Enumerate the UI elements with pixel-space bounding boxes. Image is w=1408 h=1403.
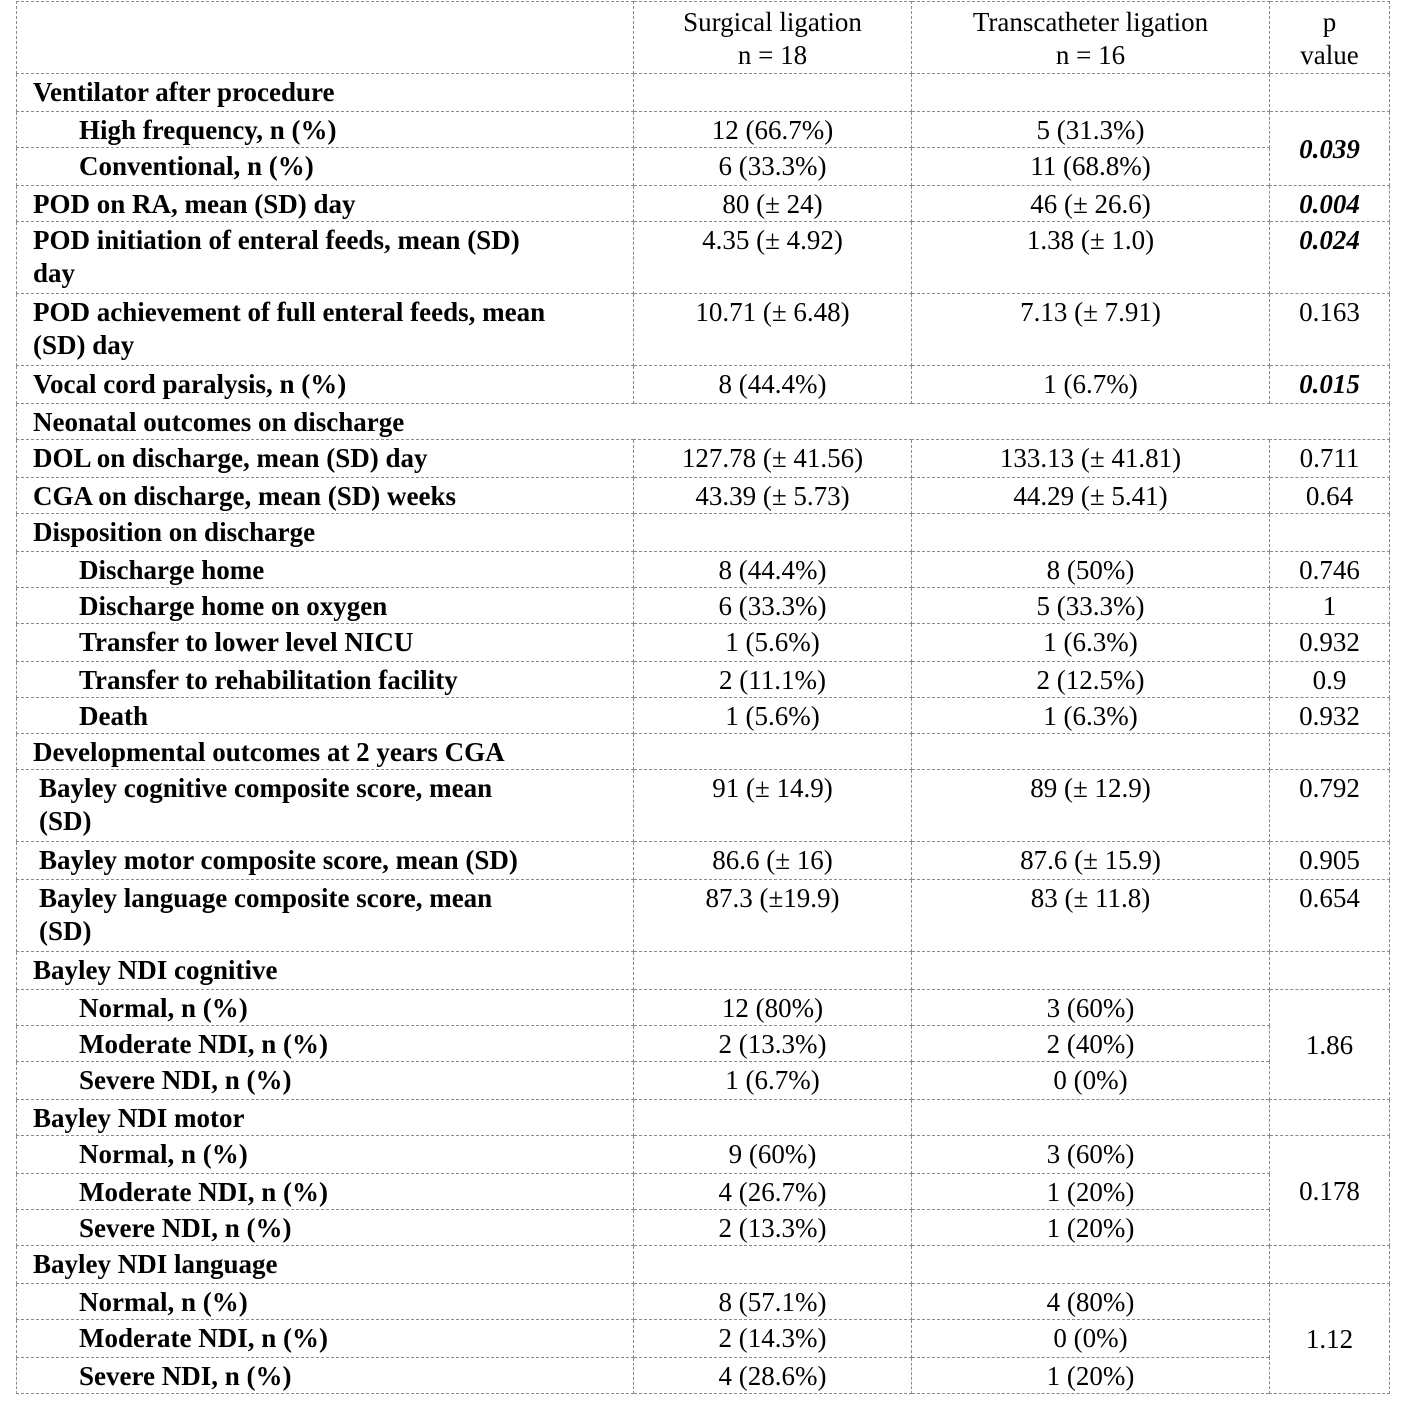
p-value: 1.86 bbox=[1270, 990, 1390, 1100]
empty-cell bbox=[912, 1246, 1270, 1284]
section-label: Neonatal outcomes on discharge bbox=[17, 404, 1390, 440]
transcatheter-value: 1.38 (± 1.0) bbox=[912, 222, 1270, 294]
surgical-value: 80 (± 24) bbox=[634, 186, 912, 222]
section-row-ndi-motor bbox=[17, 1100, 1390, 1136]
p-value: 0.64 bbox=[1270, 478, 1390, 514]
section-row-disposition bbox=[17, 514, 1390, 552]
surgical-value: 4 (28.6%) bbox=[634, 1358, 912, 1394]
table-row bbox=[17, 1174, 1390, 1210]
header-empty-cell bbox=[17, 2, 634, 74]
transcatheter-value: 133.13 (± 41.81) bbox=[912, 440, 1270, 478]
transcatheter-value: 44.29 (± 5.41) bbox=[912, 478, 1270, 514]
section-row-ndi-cognitive bbox=[17, 952, 1390, 990]
table-row bbox=[17, 1026, 1390, 1062]
transcatheter-value: 1 (20%) bbox=[912, 1210, 1270, 1246]
row-label: POD on RA, mean (SD) day bbox=[17, 186, 634, 222]
row-label: Bayley motor composite score, mean (SD) bbox=[17, 842, 634, 880]
section-row-neonatal bbox=[17, 404, 1390, 440]
row-label: Death bbox=[17, 698, 634, 734]
surgical-value: 91 (± 14.9) bbox=[634, 770, 912, 842]
surgical-value: 86.6 (± 16) bbox=[634, 842, 912, 880]
section-label: Bayley NDI motor bbox=[17, 1100, 634, 1136]
section-label: Disposition on discharge bbox=[17, 514, 634, 552]
p-value: 0.039 bbox=[1270, 112, 1390, 186]
transcatheter-value: 2 (12.5%) bbox=[912, 662, 1270, 698]
section-label: Bayley NDI cognitive bbox=[17, 952, 634, 990]
table-row bbox=[17, 588, 1390, 624]
row-label: Transfer to lower level NICU bbox=[17, 624, 634, 662]
surgical-value: 1 (5.6%) bbox=[634, 698, 912, 734]
empty-cell bbox=[1270, 1100, 1390, 1136]
section-row-developmental bbox=[17, 734, 1390, 770]
empty-cell bbox=[634, 734, 912, 770]
table-row bbox=[17, 552, 1390, 588]
empty-cell bbox=[1270, 952, 1390, 990]
section-label: Ventilator after procedure bbox=[17, 74, 634, 112]
empty-cell bbox=[912, 514, 1270, 552]
surgical-value: 9 (60%) bbox=[634, 1136, 912, 1174]
transcatheter-value: 83 (± 11.8) bbox=[912, 880, 1270, 952]
p-value: 0.178 bbox=[1270, 1136, 1390, 1246]
transcatheter-value: 3 (60%) bbox=[912, 1136, 1270, 1174]
empty-cell bbox=[1270, 74, 1390, 112]
row-label: High frequency, n (%) bbox=[17, 112, 634, 148]
table-row bbox=[17, 294, 1390, 366]
table-row bbox=[17, 624, 1390, 662]
row-label: Normal, n (%) bbox=[17, 1284, 634, 1320]
row-label bbox=[17, 222, 634, 294]
transcatheter-value: 4 (80%) bbox=[912, 1284, 1270, 1320]
table-row bbox=[17, 186, 1390, 222]
row-label-line1: POD achievement of full enteral feeds, mean bbox=[33, 297, 546, 327]
transcatheter-value: 1 (20%) bbox=[912, 1174, 1270, 1210]
transcatheter-value: 2 (40%) bbox=[912, 1026, 1270, 1062]
p-value: 0.9 bbox=[1270, 662, 1390, 698]
surgical-value: 127.78 (± 41.56) bbox=[634, 440, 912, 478]
transcatheter-value: 1 (6.7%) bbox=[912, 366, 1270, 404]
p-value: 0.746 bbox=[1270, 552, 1390, 588]
section-row-ventilator bbox=[17, 74, 1390, 112]
p-value: 0.015 bbox=[1270, 366, 1390, 404]
empty-cell bbox=[912, 74, 1270, 112]
transcatheter-value: 8 (50%) bbox=[912, 552, 1270, 588]
p-value: 1 bbox=[1270, 588, 1390, 624]
section-label: Developmental outcomes at 2 years CGA bbox=[17, 734, 634, 770]
empty-cell bbox=[634, 1100, 912, 1136]
row-label: CGA on discharge, mean (SD) weeks bbox=[17, 478, 634, 514]
table-row bbox=[17, 478, 1390, 514]
table-row bbox=[17, 1210, 1390, 1246]
header-p-value bbox=[1270, 2, 1390, 74]
header-transcatheter bbox=[912, 2, 1270, 74]
transcatheter-value: 5 (33.3%) bbox=[912, 588, 1270, 624]
row-label: Severe NDI, n (%) bbox=[17, 1358, 634, 1394]
empty-cell bbox=[912, 952, 1270, 990]
transcatheter-value: 0 (0%) bbox=[912, 1062, 1270, 1100]
surgical-value: 2 (11.1%) bbox=[634, 662, 912, 698]
transcatheter-value: 1 (20%) bbox=[912, 1358, 1270, 1394]
transcatheter-value: 46 (± 26.6) bbox=[912, 186, 1270, 222]
row-label: Normal, n (%) bbox=[17, 1136, 634, 1174]
surgical-value: 43.39 (± 5.73) bbox=[634, 478, 912, 514]
table-row bbox=[17, 698, 1390, 734]
empty-cell bbox=[634, 514, 912, 552]
row-label-line2: day bbox=[33, 258, 76, 288]
p-value: 0.654 bbox=[1270, 880, 1390, 952]
surgical-value: 8 (44.4%) bbox=[634, 366, 912, 404]
header-surgical bbox=[634, 2, 912, 74]
row-label-line1: POD initiation of enteral feeds, mean (SD) bbox=[33, 225, 520, 255]
surgical-value: 12 (80%) bbox=[634, 990, 912, 1026]
transcatheter-value: 87.6 (± 15.9) bbox=[912, 842, 1270, 880]
empty-cell bbox=[634, 952, 912, 990]
surgical-value: 1 (5.6%) bbox=[634, 624, 912, 662]
table-row bbox=[17, 366, 1390, 404]
row-label: Normal, n (%) bbox=[17, 990, 634, 1026]
table-row bbox=[17, 112, 1390, 148]
table-row bbox=[17, 880, 1390, 952]
transcatheter-value: 5 (31.3%) bbox=[912, 112, 1270, 148]
row-label-line2: (SD) bbox=[39, 916, 92, 946]
table-row bbox=[17, 770, 1390, 842]
empty-cell bbox=[1270, 1246, 1390, 1284]
row-label: Severe NDI, n (%) bbox=[17, 1062, 634, 1100]
table-row bbox=[17, 1284, 1390, 1320]
table-row bbox=[17, 440, 1390, 478]
row-label-line2: (SD) bbox=[39, 806, 92, 836]
surgical-value: 6 (33.3%) bbox=[634, 588, 912, 624]
row-label bbox=[17, 294, 634, 366]
surgical-value: 2 (14.3%) bbox=[634, 1320, 912, 1358]
p-value: 0.932 bbox=[1270, 698, 1390, 734]
row-label: Conventional, n (%) bbox=[17, 148, 634, 186]
header-surgical-title: Surgical ligation bbox=[683, 7, 862, 37]
row-label: DOL on discharge, mean (SD) day bbox=[17, 440, 634, 478]
transcatheter-value: 3 (60%) bbox=[912, 990, 1270, 1026]
empty-cell bbox=[634, 74, 912, 112]
surgical-value: 12 (66.7%) bbox=[634, 112, 912, 148]
empty-cell bbox=[1270, 734, 1390, 770]
transcatheter-value: 89 (± 12.9) bbox=[912, 770, 1270, 842]
table-row bbox=[17, 842, 1390, 880]
transcatheter-value: 1 (6.3%) bbox=[912, 624, 1270, 662]
table-row bbox=[17, 990, 1390, 1026]
row-label: Discharge home bbox=[17, 552, 634, 588]
row-label: Vocal cord paralysis, n (%) bbox=[17, 366, 634, 404]
row-label bbox=[17, 770, 634, 842]
header-transcatheter-title: Transcatheter ligation bbox=[972, 7, 1209, 37]
transcatheter-value: 7.13 (± 7.91) bbox=[912, 294, 1270, 366]
surgical-value: 2 (13.3%) bbox=[634, 1210, 912, 1246]
row-label: Transfer to rehabilitation facility bbox=[17, 662, 634, 698]
transcatheter-value: 0 (0%) bbox=[912, 1320, 1270, 1358]
surgical-value: 87.3 (±19.9) bbox=[634, 880, 912, 952]
table-row bbox=[17, 222, 1390, 294]
transcatheter-value: 11 (68.8%) bbox=[912, 148, 1270, 186]
p-value: 1.12 bbox=[1270, 1284, 1390, 1394]
p-value: 0.004 bbox=[1270, 186, 1390, 222]
p-value: 0.711 bbox=[1270, 440, 1390, 478]
row-label-line1: Bayley language composite score, mean bbox=[39, 883, 493, 913]
table-row bbox=[17, 662, 1390, 698]
row-label: Discharge home on oxygen bbox=[17, 588, 634, 624]
p-value: 0.024 bbox=[1270, 222, 1390, 294]
header-transcatheter-n: n = 16 bbox=[1055, 40, 1126, 70]
outcomes-table bbox=[16, 1, 1390, 1394]
header-p: p bbox=[1322, 7, 1337, 37]
table-row bbox=[17, 1320, 1390, 1358]
table-row bbox=[17, 1136, 1390, 1174]
surgical-value: 6 (33.3%) bbox=[634, 148, 912, 186]
row-label: Moderate NDI, n (%) bbox=[17, 1174, 634, 1210]
section-label: Bayley NDI language bbox=[17, 1246, 634, 1284]
empty-cell bbox=[912, 1100, 1270, 1136]
p-value: 0.792 bbox=[1270, 770, 1390, 842]
empty-cell bbox=[912, 734, 1270, 770]
surgical-value: 8 (44.4%) bbox=[634, 552, 912, 588]
surgical-value: 10.71 (± 6.48) bbox=[634, 294, 912, 366]
empty-cell bbox=[1270, 514, 1390, 552]
surgical-value: 2 (13.3%) bbox=[634, 1026, 912, 1062]
table-row bbox=[17, 148, 1390, 186]
row-label: Severe NDI, n (%) bbox=[17, 1210, 634, 1246]
p-value: 0.163 bbox=[1270, 294, 1390, 366]
transcatheter-value: 1 (6.3%) bbox=[912, 698, 1270, 734]
surgical-value: 4.35 (± 4.92) bbox=[634, 222, 912, 294]
surgical-value: 4 (26.7%) bbox=[634, 1174, 912, 1210]
header-row bbox=[17, 2, 1390, 74]
table-row bbox=[17, 1062, 1390, 1100]
row-label: Moderate NDI, n (%) bbox=[17, 1026, 634, 1062]
row-label-line2: (SD) day bbox=[33, 330, 135, 360]
header-value: value bbox=[1300, 40, 1359, 70]
row-label-line1: Bayley cognitive composite score, mean bbox=[39, 773, 493, 803]
surgical-value: 8 (57.1%) bbox=[634, 1284, 912, 1320]
p-value: 0.905 bbox=[1270, 842, 1390, 880]
table-row bbox=[17, 1358, 1390, 1394]
section-row-ndi-language bbox=[17, 1246, 1390, 1284]
header-surgical-n: n = 18 bbox=[737, 40, 808, 70]
p-value: 0.932 bbox=[1270, 624, 1390, 662]
row-label: Moderate NDI, n (%) bbox=[17, 1320, 634, 1358]
row-label bbox=[17, 880, 634, 952]
surgical-value: 1 (6.7%) bbox=[634, 1062, 912, 1100]
empty-cell bbox=[634, 1246, 912, 1284]
